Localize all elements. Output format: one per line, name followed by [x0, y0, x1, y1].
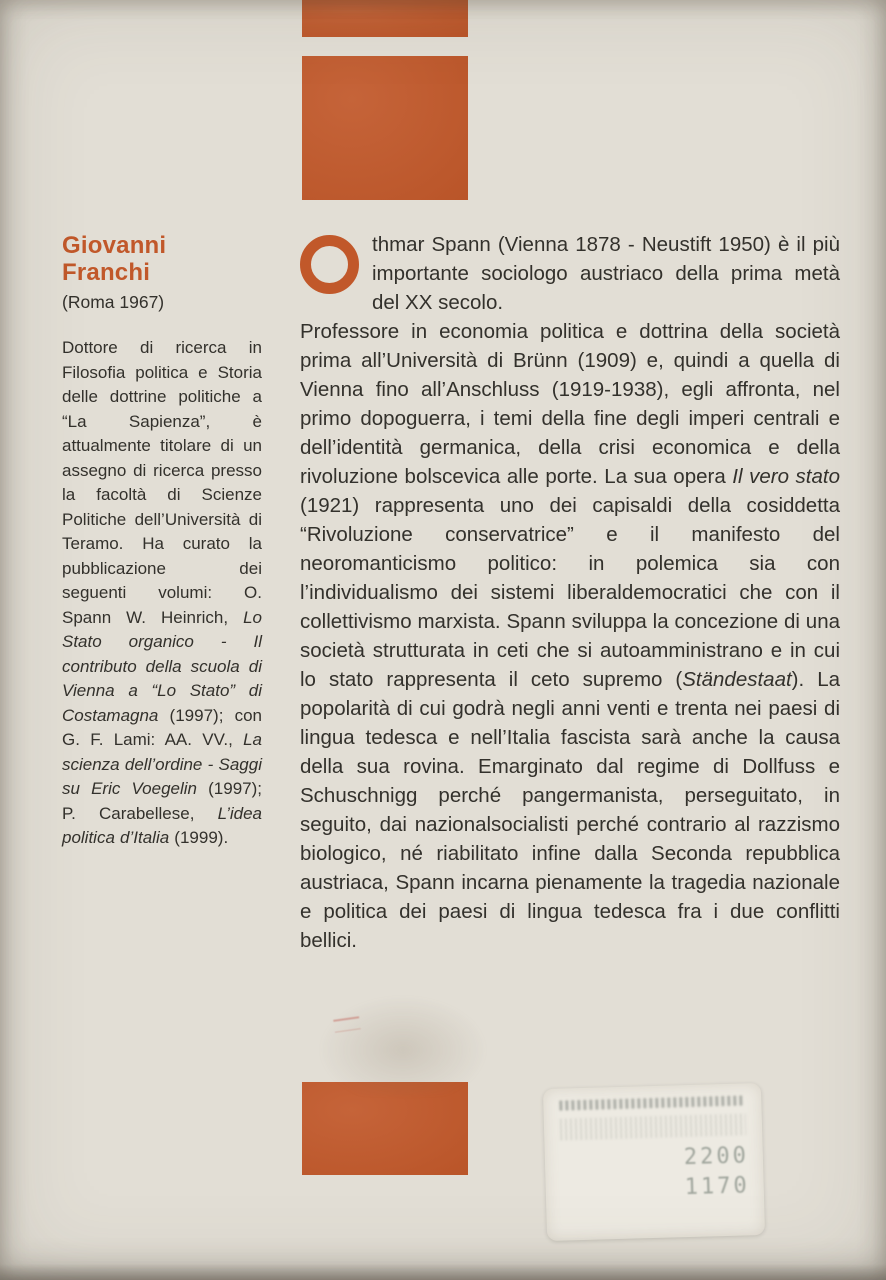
author-last-name: Franchi: [62, 259, 151, 286]
author-first-name: Giovanni: [62, 232, 167, 259]
orange-band-top-small: [302, 0, 468, 37]
orange-band-top-large: [302, 56, 468, 200]
author-birth: (Roma 1967): [62, 292, 165, 312]
author-bio-column: [62, 232, 262, 851]
orange-band-bottom: [302, 1082, 468, 1175]
back-cover-text: thmar Spann (Vienna 1878 - Neustift 1950) è il più importante sociologo austriaco della prima metà del XX secolo. Professore in economia politica e dottrina della società prima all’Università di Brünn (1909) e, quindi a quella di Vienna fino all’Anschluss (1919-1938), egli affronta, nel primo dopoguerra, i temi della fine degli imperi centrali e dell’identità germanica, della crisi economica e della rivoluzione bolscevica alle porte. La sua opera Il vero stato (1921) rappresenta uno dei capisaldi della cosiddetta “Rivoluzione conservatrice” e il manifesto del neoromanticismo politico: in polemica sia con l’individualismo dei sistemi liberaldemocratici che con il collettivismo marxista. Spann sviluppa la concezione di una società strutturata in ceti che si autoamministrano e in cui lo stato rappresenta il ceto supremo (Ständestaat). La popolarità di cui godrà negli anni venti e trenta nei paesi di lingua tedesca e nell’Italia fascista sarà anche la causa della sua rovina. Emarginato dal regime di Dollfuss e Schuschnigg perché pangermanista, perseguitato, in seguito, dai nazionalsocialisti perché contrario al razzismo biologico, né riabilitato infine dalla Seconda repubblica austriaca, Spann incarna pienamente la tragedia nazionale e politica dei paesi di lingua tedesca fra i due conflitti bellici.: [300, 233, 840, 952]
main-text-column: [300, 230, 840, 955]
smudge-stain: [318, 995, 488, 1095]
sticker-illegible-text-line: [559, 1095, 745, 1110]
sticker-price-top: 2200: [683, 1143, 750, 1171]
pencil-mark: [333, 1016, 361, 1032]
author-name: [62, 232, 262, 286]
photo-bottom-shadow: [0, 1264, 886, 1280]
sticker-price-bottom: 1170: [684, 1173, 751, 1201]
author-bio-text: Dottore di ricerca in Filosofia politica e Storia delle dottrine politiche a “La Sapienza”, è attualmente titolare di un assegno di ricerca presso la facoltà di Scienze Politiche dell’Università di Teramo. Ha curato la pubblicazione dei seguenti volumi: O. Spann W. Heinrich, Lo Stato organico - Il contributo della scuola di Vienna a “Lo Stato” di Costamagna (1997); con G. F. Lami: AA. VV., La scienza dell’ordine - Saggi su Eric Voegelin (1997); P. Carabellese, L’idea politica d’Italia (1999).: [62, 338, 262, 847]
dropcap-letter-o: [300, 235, 359, 294]
price-sticker: [543, 1083, 765, 1241]
sticker-faded-print: [560, 1113, 747, 1140]
